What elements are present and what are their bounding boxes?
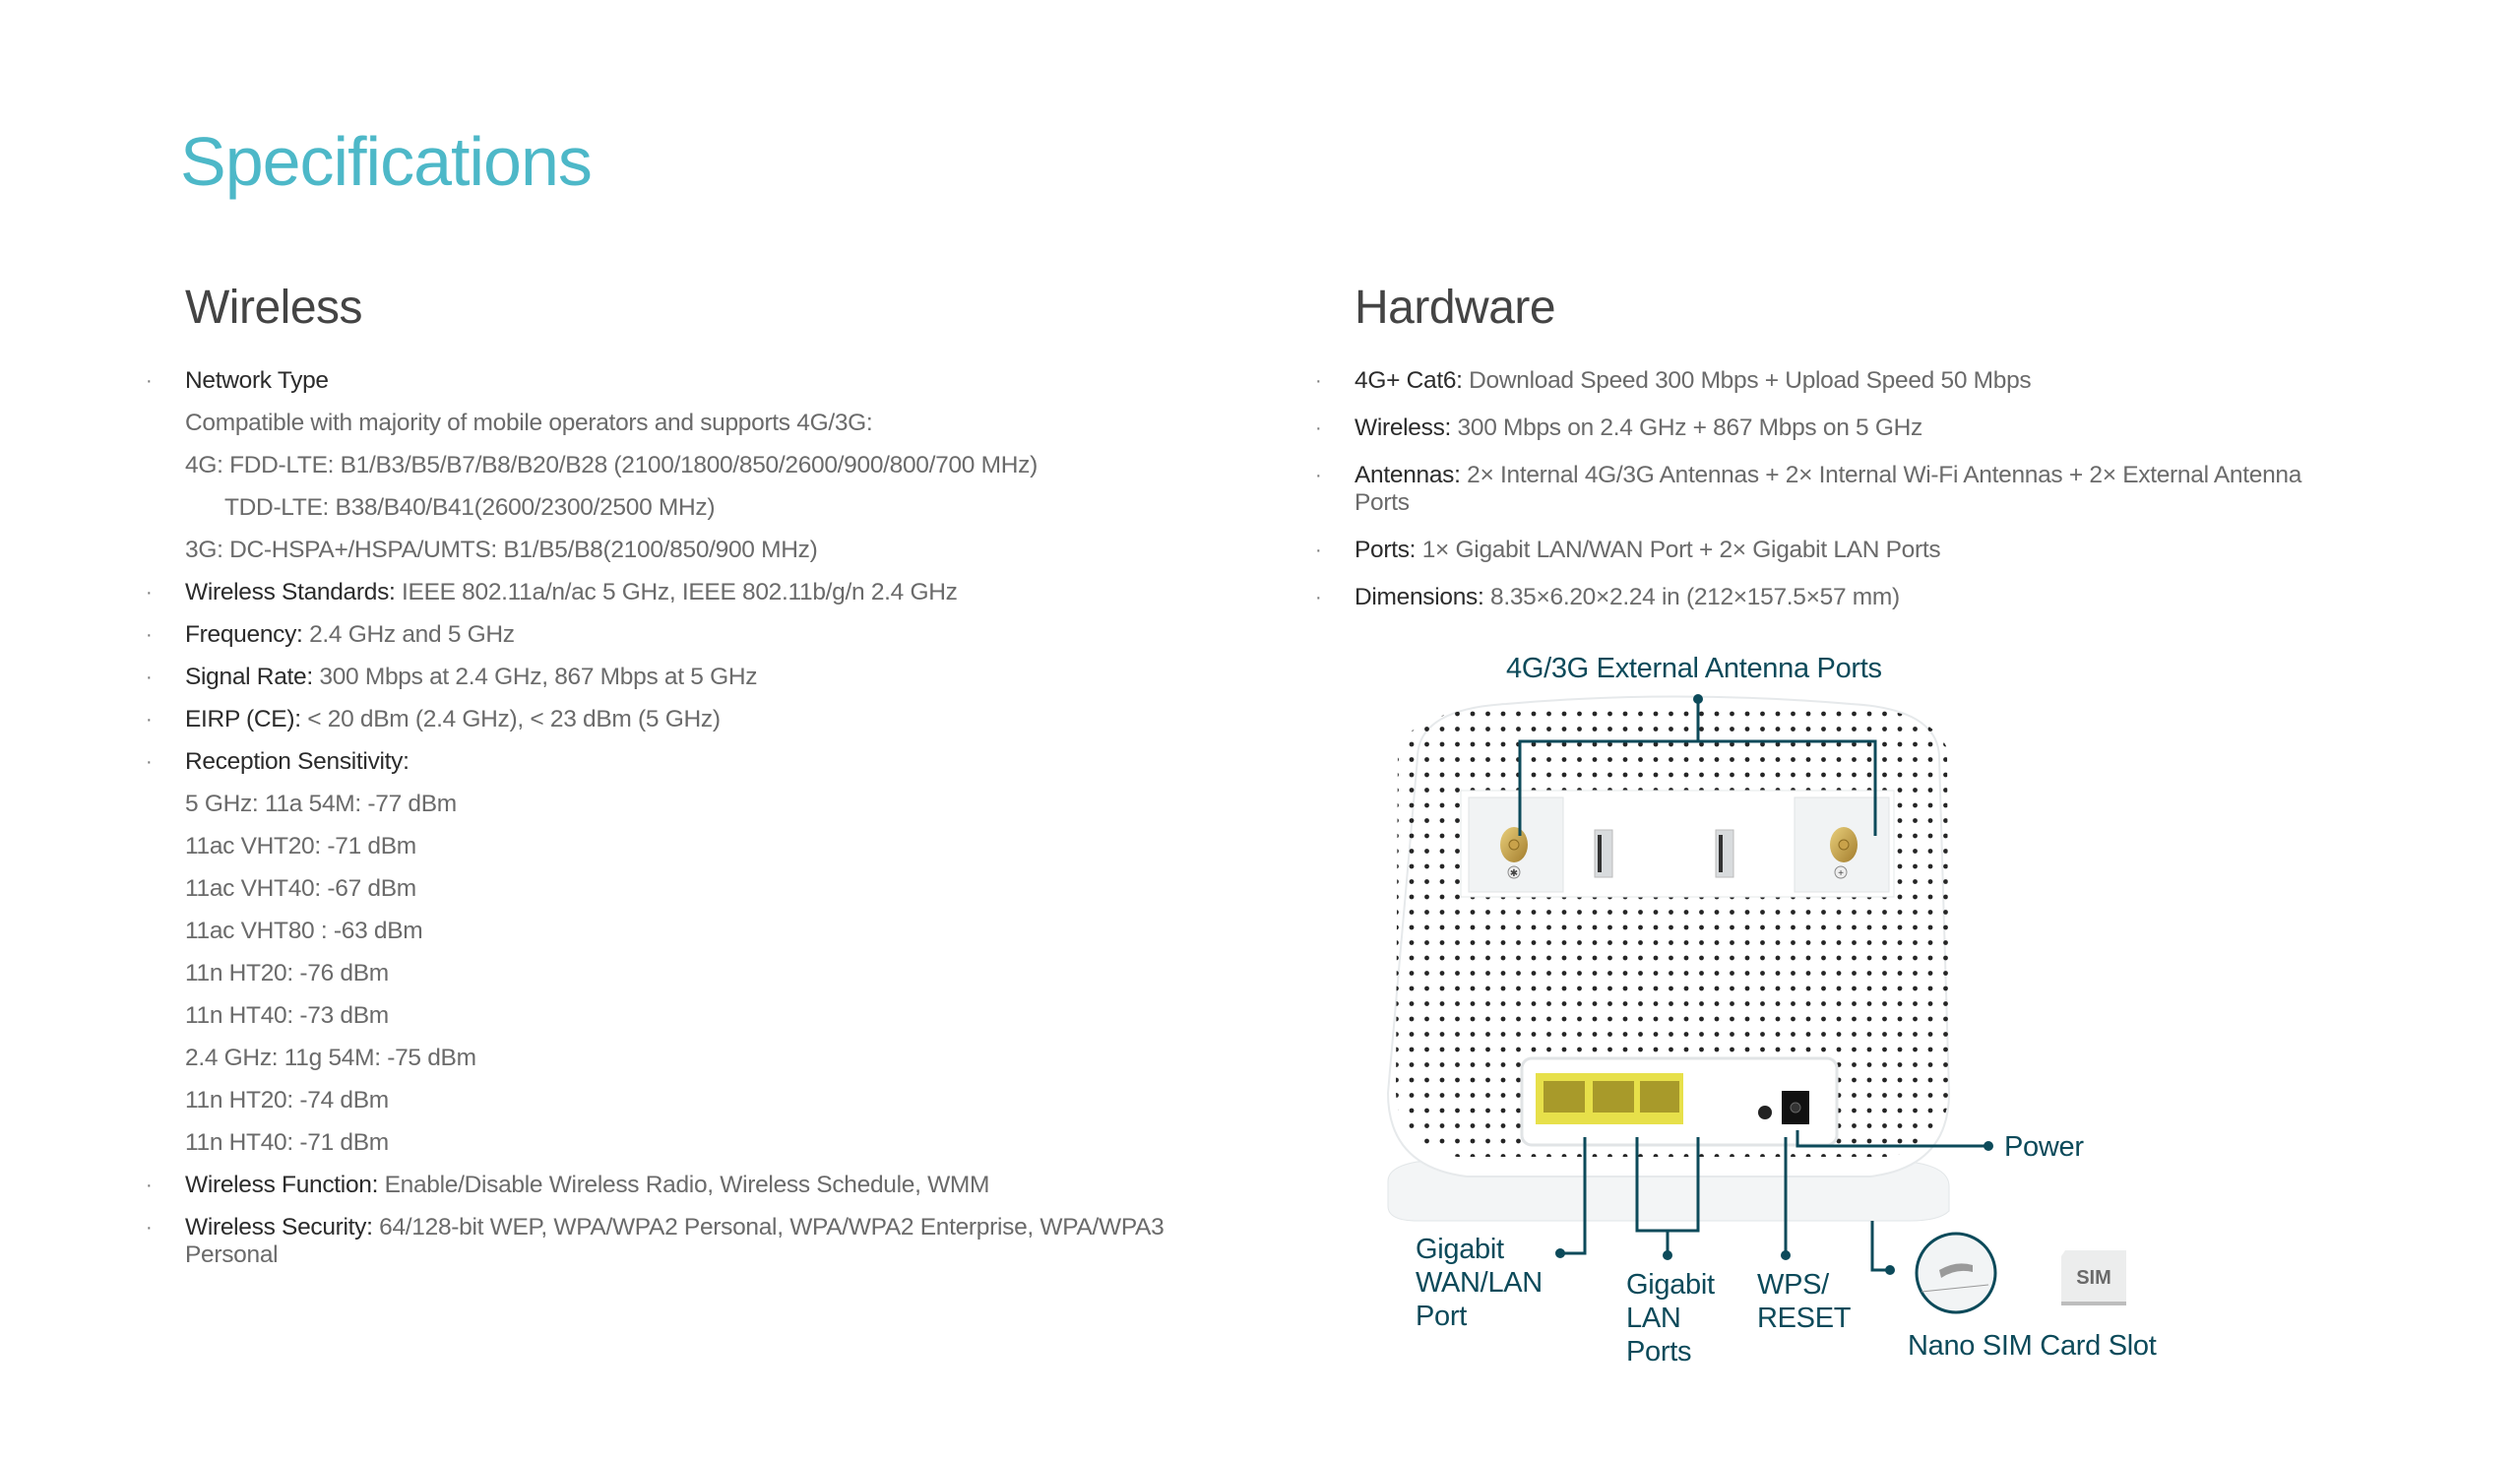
spec-label: Wireless: [1354, 414, 1452, 441]
bullet-icon: · [146, 582, 153, 604]
bullet-icon: · [146, 709, 153, 731]
power-label: Power [2004, 1131, 2084, 1163]
svg-text:+: + [1838, 868, 1844, 879]
spec-subitem: Compatible with majority of mobile operators and supports 4G/3G: [185, 410, 873, 436]
spec-label: Wireless Standards: [185, 579, 396, 605]
spec-label: Frequency: [185, 621, 303, 648]
spec-label: Ports: [1354, 537, 1417, 563]
spec-value: IEEE 802.11a/n/ac 5 GHz, IEEE 802.11b/g/n 2.4 GHz [395, 579, 958, 605]
spec-value: 64/128-bit WEP, WPA/WPA2 Personal, WPA/WPA2 Enterprise, WPA/WPA3 Personal [185, 1214, 1165, 1268]
bullet-icon: · [1315, 465, 1322, 486]
spec-item [1315, 537, 2359, 564]
spec-label: Wireless Security: [185, 1214, 373, 1240]
bullet-icon: · [1315, 587, 1322, 608]
spec-item [1315, 414, 2359, 442]
spec-item [146, 748, 1258, 791]
spec-value: < 20 dBm (2.4 GHz), < 23 dBm (5 GHz) [300, 706, 721, 732]
bullet-icon: · [146, 751, 153, 773]
spec-subitem: 11ac VHT20: -71 dBm [185, 833, 416, 859]
wan-label-line: Port [1416, 1301, 1467, 1332]
spec-value: 2.4 GHz and 5 GHz [302, 621, 515, 648]
svg-text:✱: ✱ [1509, 868, 1519, 879]
hardware-heading: Hardware [1354, 282, 1556, 334]
spec-subitem: 2.4 GHz: 11g 54M: -75 dBm [185, 1045, 476, 1071]
spec-item [146, 706, 1258, 748]
spec-value: Enable/Disable Wireless Radio, Wireless Schedule, WMM [378, 1172, 990, 1198]
spec-item [146, 664, 1258, 706]
hardware-spec-list [1315, 367, 2359, 631]
wan-lan-port-label [1416, 1233, 1543, 1333]
spec-value: 300 Mbps on 2.4 GHz + 867 Mbps on 5 GHz [1451, 414, 1922, 441]
wps-label-line: RESET [1757, 1303, 1852, 1334]
wan-label-line: Gigabit [1416, 1234, 1504, 1265]
wireless-heading: Wireless [185, 282, 363, 334]
bullet-icon: · [146, 370, 153, 392]
bullet-icon: · [146, 624, 153, 646]
bullet-icon: · [1315, 370, 1322, 392]
spec-label: Wireless Function: [185, 1172, 379, 1198]
spec-subitem: TDD-LTE: B38/B40/B41(2600/2300/2500 MHz) [224, 494, 716, 521]
sim-card-text: SIM [2076, 1267, 2111, 1289]
spec-subitem: 3G: DC-HSPA+/HSPA/UMTS: B1/B5/B8(2100/850/900 MHz) [185, 537, 818, 563]
spec-item [1315, 367, 2359, 395]
bullet-icon: · [146, 1175, 153, 1196]
lan-label-line: LAN [1626, 1303, 1681, 1334]
bullet-icon: · [1315, 540, 1322, 561]
spec-value: 300 Mbps at 2.4 GHz, 867 Mbps at 5 GHz [312, 664, 758, 690]
spec-label: Signal Rate: [185, 664, 313, 690]
spec-label: Network Type [185, 367, 329, 394]
bullet-icon: · [1315, 417, 1322, 439]
spec-label: Dimensions: [1354, 584, 1484, 610]
spec-subitem: 4G: FDD-LTE: B1/B3/B5/B7/B8/B20/B28 (2100/1800/850/2600/900/800/700 MHz) [185, 452, 1038, 478]
lan-ports-label [1626, 1268, 1715, 1368]
spec-subitem: 11n HT40: -71 dBm [185, 1129, 389, 1156]
spec-label: Reception Sensitivity: [185, 748, 410, 775]
antenna-ports-label: 4G/3G External Antenna Ports [1506, 653, 1882, 684]
spec-subitem: 11n HT20: -76 dBm [185, 960, 389, 986]
spec-subitem: 11n HT40: -73 dBm [185, 1002, 389, 1029]
spec-subitem: 11ac VHT40: -67 dBm [185, 875, 416, 902]
wps-reset-label [1757, 1268, 1851, 1335]
spec-value: 1× Gigabit LAN/WAN Port + 2× Gigabit LAN Ports [1416, 537, 1941, 563]
lan-label-line: Gigabit [1626, 1269, 1715, 1301]
spec-item [1315, 462, 2359, 517]
spec-subitem: 11n HT20: -74 dBm [185, 1087, 389, 1113]
spec-item [146, 1214, 1258, 1269]
wps-label-line: WPS/ [1757, 1269, 1829, 1301]
spec-value: 2× Internal 4G/3G Antennas + 2× Internal Wi-Fi Antennas + 2× External Antenna Ports [1354, 462, 2302, 516]
spec-value: 8.35×6.20×2.24 in (212×157.5×57 mm) [1483, 584, 1900, 610]
spec-label: Antennas: [1354, 462, 1461, 488]
sim-slot-label: Nano SIM Card Slot [1908, 1330, 2157, 1362]
sim-slot-magnifier [1917, 1234, 1995, 1312]
spec-item [1315, 584, 2359, 611]
spec-item [146, 579, 1258, 621]
router-rear-diagram [1358, 630, 2343, 1378]
reset-button [1758, 1106, 1772, 1119]
spec-value: Download Speed 300 Mbps + Upload Speed 50 Mbps [1462, 367, 2032, 394]
sim-card-icon [2061, 1250, 2126, 1305]
bullet-icon: · [146, 667, 153, 688]
spec-item [146, 1172, 1258, 1214]
spec-label: 4G+ Cat6: [1354, 367, 1463, 394]
spec-label: EIRP (CE): [185, 706, 301, 732]
wan-label-line: WAN/LAN [1416, 1267, 1543, 1299]
spec-item [146, 367, 1258, 410]
bullet-icon: · [146, 1217, 153, 1239]
spec-subitem: 5 GHz: 11a 54M: -77 dBm [185, 791, 457, 817]
wireless-spec-list [146, 367, 1258, 1269]
spec-item [146, 621, 1258, 664]
lan-label-line: Ports [1626, 1336, 1692, 1368]
spec-subitem: 11ac VHT80 : -63 dBm [185, 918, 423, 944]
page-title: Specifications [180, 123, 592, 200]
